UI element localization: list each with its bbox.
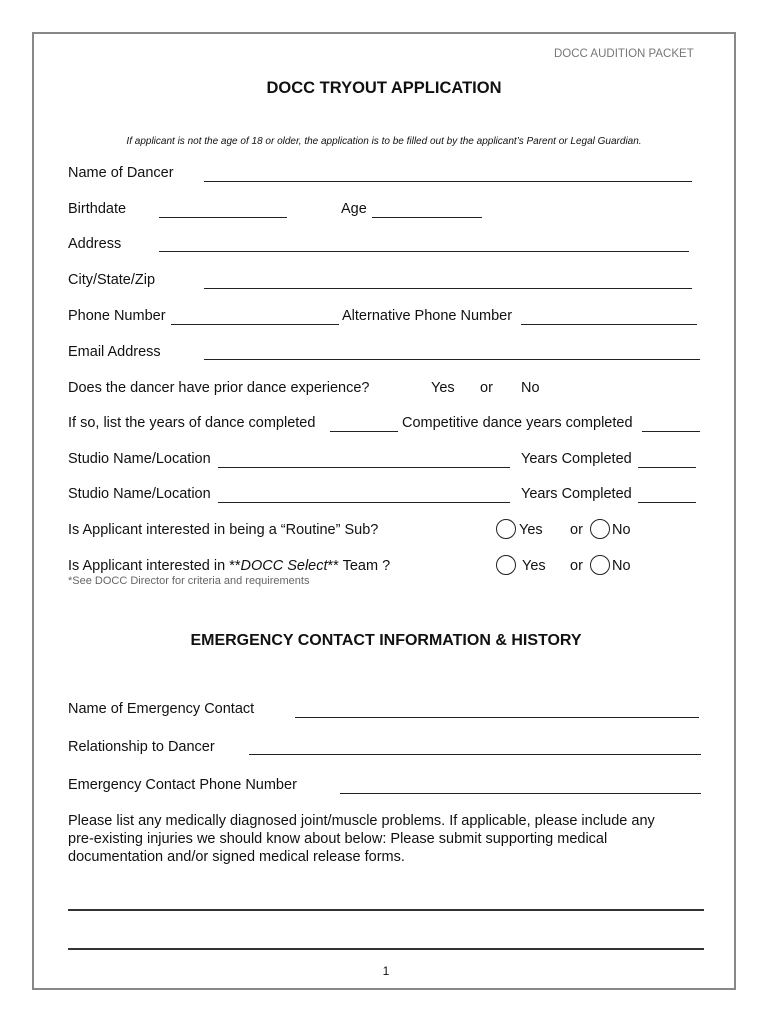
routine-sub-yes-label: Yes	[519, 522, 543, 538]
address-field[interactable]	[159, 251, 689, 252]
emergency-phone-field[interactable]	[340, 793, 701, 794]
medical-instructions-line-1: Please list any medically diagnosed joint/muscle problems. If applicable, please include any	[68, 813, 655, 829]
studio-name-label-2: Studio Name/Location	[68, 486, 211, 502]
medical-notes-line-2[interactable]	[68, 948, 704, 950]
relationship-label: Relationship to Dancer	[68, 739, 215, 755]
emergency-contact-name-label: Name of Emergency Contact	[68, 701, 255, 717]
studio-name-label-1: Studio Name/Location	[68, 451, 211, 467]
competitive-years-field[interactable]	[642, 431, 700, 432]
emergency-contact-name-field[interactable]	[295, 717, 699, 718]
docc-select-yes-radio[interactable]	[496, 555, 516, 575]
medical-notes-line-1[interactable]	[68, 909, 704, 911]
years-completed-field-1[interactable]	[638, 467, 696, 468]
address-label: Address	[68, 236, 122, 252]
docc-select-no-radio[interactable]	[590, 555, 610, 575]
birthdate-label: Birthdate	[68, 201, 127, 217]
medical-instructions-line-2: pre-existing injuries we should know about below: Please submit supporting medical	[68, 831, 608, 847]
routine-sub-no-label: No	[612, 522, 631, 538]
guardian-note: If applicant is not the age of 18 or older, the application is to be filled out by the applicant’s Parent or Legal Guardian.	[126, 136, 642, 147]
application-page	[32, 32, 736, 990]
years-completed-label-1: Years Completed	[521, 451, 632, 467]
prior-experience-or: or	[480, 380, 493, 396]
relationship-field[interactable]	[249, 754, 701, 755]
routine-sub-or: or	[570, 522, 583, 538]
phone-number-field[interactable]	[171, 324, 339, 325]
age-field[interactable]	[372, 217, 482, 218]
studio-name-field-2[interactable]	[218, 502, 510, 503]
docc-select-team-name: DOCC Select	[240, 558, 328, 574]
routine-sub-question: Is Applicant interested in being a “Routine” Sub?	[68, 522, 379, 538]
page-number: 1	[382, 964, 390, 978]
docc-select-no-label: No	[612, 558, 631, 574]
years-dance-completed-label: If so, list the years of dance completed	[68, 415, 316, 431]
competitive-years-label: Competitive dance years completed	[402, 415, 633, 431]
email-address-label: Email Address	[68, 344, 161, 360]
routine-sub-yes-radio[interactable]	[496, 519, 516, 539]
page-title: DOCC TRYOUT APPLICATION	[266, 79, 502, 97]
docc-select-note: *See DOCC Director for criteria and requirements	[68, 575, 310, 587]
city-state-zip-field[interactable]	[204, 288, 692, 289]
alt-phone-number-label: Alternative Phone Number	[342, 308, 513, 324]
packet-label: DOCC AUDITION PACKET	[554, 48, 694, 60]
docc-select-yes-label: Yes	[522, 558, 546, 574]
docc-select-question	[68, 558, 390, 574]
docc-select-or: or	[570, 558, 583, 574]
phone-number-label: Phone Number	[68, 308, 166, 324]
prior-experience-question: Does the dancer have prior dance experience?	[68, 380, 370, 396]
city-state-zip-label: City/State/Zip	[68, 272, 156, 288]
prior-experience-yes[interactable]: Yes	[431, 380, 455, 396]
docc-select-question-prefix: Is Applicant interested in **	[68, 558, 241, 574]
studio-name-field-1[interactable]	[218, 467, 510, 468]
years-completed-label-2: Years Completed	[521, 486, 632, 502]
years-completed-field-2[interactable]	[638, 502, 696, 503]
routine-sub-no-radio[interactable]	[590, 519, 610, 539]
age-label: Age	[341, 201, 367, 217]
name-of-dancer-label: Name of Dancer	[68, 165, 174, 181]
birthdate-field[interactable]	[159, 217, 287, 218]
emergency-section-title: EMERGENCY CONTACT INFORMATION & HISTORY	[190, 632, 582, 649]
docc-select-question-suffix: ** Team ?	[327, 558, 391, 574]
email-address-field[interactable]	[204, 359, 700, 360]
emergency-phone-label: Emergency Contact Phone Number	[68, 777, 297, 793]
name-of-dancer-field[interactable]	[204, 181, 692, 182]
years-dance-completed-field[interactable]	[330, 431, 398, 432]
medical-instructions-line-3: documentation and/or signed medical release forms.	[68, 849, 405, 865]
alt-phone-number-field[interactable]	[521, 324, 697, 325]
prior-experience-no[interactable]: No	[521, 380, 540, 396]
